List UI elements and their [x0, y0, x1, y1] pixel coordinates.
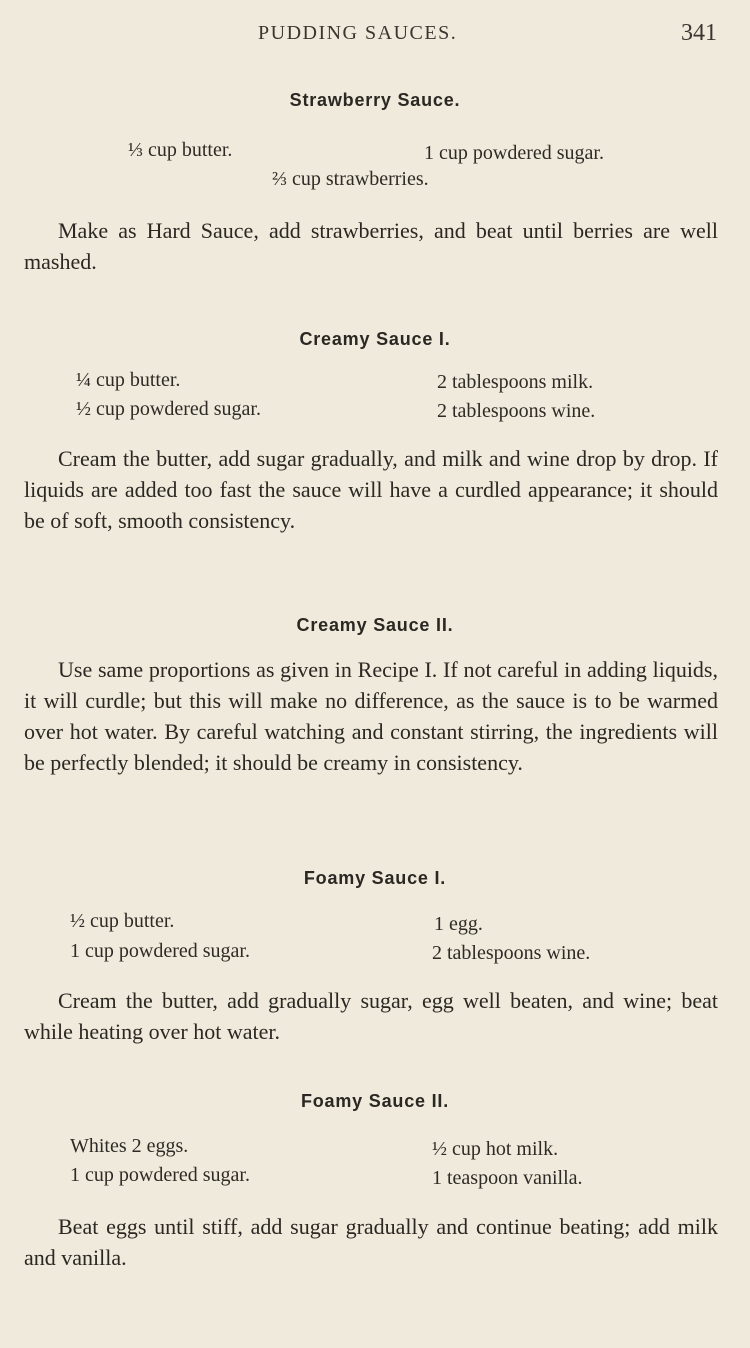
- ingredient-item: 2 tablespoons wine.: [437, 400, 596, 422]
- ingredient-item: ¼ cup butter.: [76, 369, 181, 391]
- recipe-title: Creamy Sauce II.: [296, 615, 454, 635]
- ingredient-item: ½ cup butter.: [70, 910, 175, 932]
- ingredient-item: 1 cup powdered sugar.: [70, 940, 250, 962]
- recipe-method: Use same proportions as given in Recipe I. If not careful in adding liquids, it will curdle; but this will make no difference, as the sauce is to be warmed over hot water. By careful watching and constant stirring, the ingredients will be perfectly blended; it should be creamy in consistency.: [24, 657, 718, 775]
- ingredient-item: 2 tablespoons wine.: [432, 942, 591, 964]
- ingredient-item: ½ cup hot milk.: [432, 1138, 559, 1160]
- ingredient-item: 1 cup powdered sugar.: [70, 1164, 250, 1186]
- page-number: 341: [681, 20, 717, 46]
- ingredient-item: Whites 2 eggs.: [70, 1135, 189, 1157]
- recipe-method: Cream the butter, add gradually sugar, egg well beaten, and wine; beat while heating over hot water.: [24, 988, 718, 1044]
- running-head: [0, 18, 750, 52]
- ingredient-item: 2 tablespoons milk.: [437, 371, 594, 393]
- ingredient-item: ⅓ cup butter.: [128, 139, 233, 161]
- recipe-title: Strawberry Sauce.: [289, 90, 461, 110]
- recipe-title: Foamy Sauce II.: [300, 1091, 450, 1111]
- recipe-title: Creamy Sauce I.: [299, 329, 451, 349]
- ingredient-item: ⅔ cup strawberries.: [272, 168, 429, 190]
- ingredient-item: ½ cup powdered sugar.: [76, 398, 261, 420]
- recipe-method: Cream the butter, add sugar gradually, and milk and wine drop by drop. If liquids are added too fast the sauce will have a curdled appearance; it should be of soft, smooth consistency.: [24, 446, 718, 533]
- ingredient-item: 1 cup powdered sugar.: [424, 142, 604, 164]
- running-title: PUDDING SAUCES.: [258, 22, 458, 44]
- recipe-method: Beat eggs until stiff, add sugar gradually and continue beating; add milk and vanilla.: [24, 1214, 718, 1270]
- ingredient-item: 1 teaspoon vanilla.: [432, 1167, 583, 1189]
- recipe-method: Make as Hard Sauce, add strawberries, and beat until berries are well mashed.: [24, 218, 718, 274]
- ingredient-item: 1 egg.: [434, 913, 483, 935]
- recipe-title: Foamy Sauce I.: [303, 868, 447, 888]
